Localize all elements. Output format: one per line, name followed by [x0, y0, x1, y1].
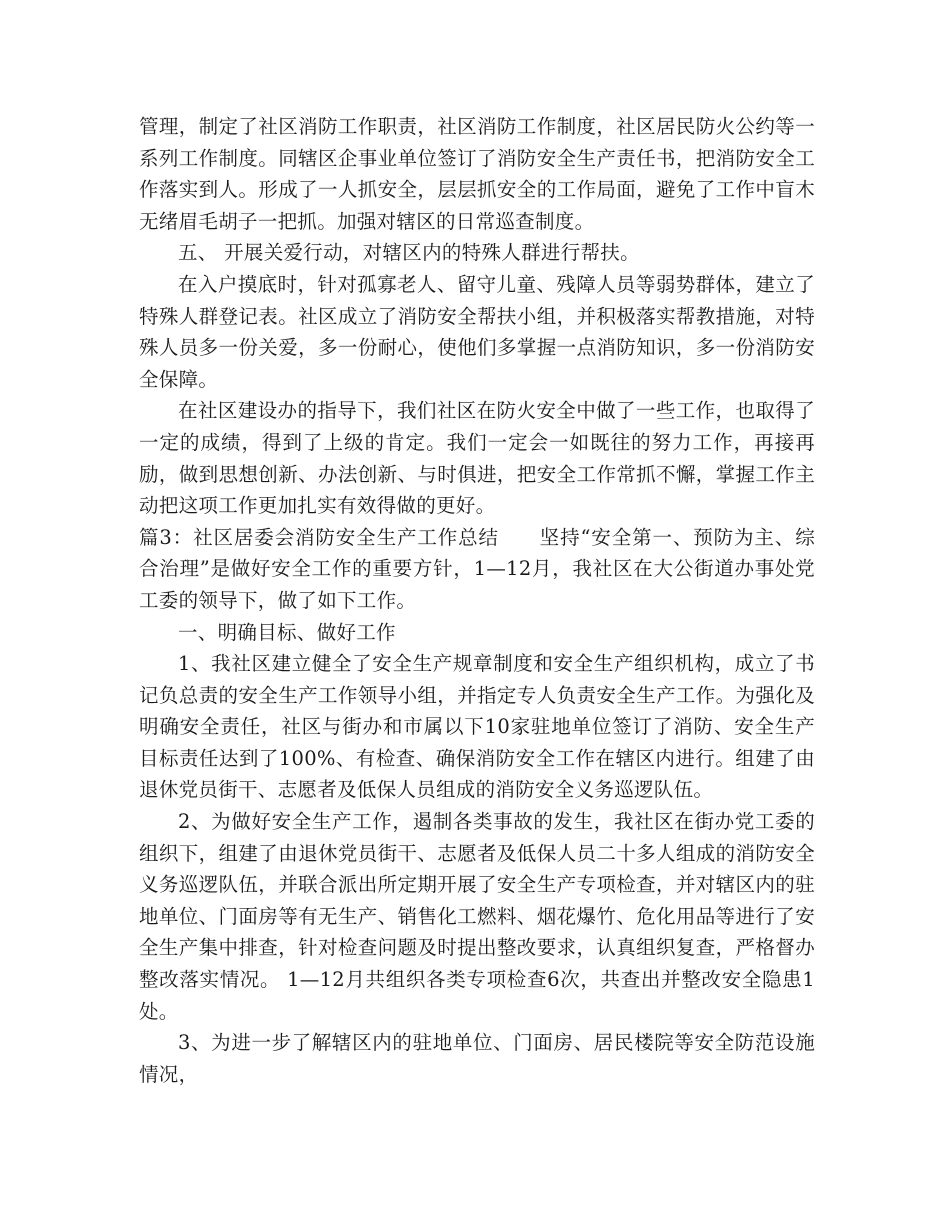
paragraph-2: 五、 开展关爱行动，对辖区内的特殊人群进行帮扶。 — [178, 241, 640, 265]
paragraph-1: 管理，制定了社区消防工作职责，社区消防工作制度，社区居民防火公约等一系列工作制度。同辖区企事业单位签订了消防安全生产责任书，把消防安全工作落实到人。形成了一人抓安全，层层抓安全的工作局面，避免了工作中盲木无绪眉毛胡子一把抓。加强对辖区的日常巡查制度。 — [139, 115, 815, 233]
paragraph-5-section-heading: 篇3：社区居委会消防安全生产工作总结 坚持“安全第一、预防为主、综合治理”是做好安全工作的重要方针，1—12月，我社区在大公街道办事处党工委的领导下，做了如下工作。 — [139, 525, 815, 612]
paragraph-4: 在社区建设办的指导下，我们社区在防火安全中做了一些工作，也取得了一定的成绩，得到了上级的肯定。我们一定会一如既往的努力工作，再接再励，做到思想创新、办法创新、与时俱进，把安全工作常抓不懈，掌握工作主动把这项工作更加扎实有效得做的更好。 — [139, 399, 815, 518]
paragraph-3: 在入户摸底时，针对孤寡老人、留守儿童、残障人员等弱势群体，建立了特殊人群登记表。社区成立了消防安全帮扶小组，并积极落实帮教措施，对特殊人员多一份关爱，多一份耐心，使他们多掌握一点消防知识，多一份消防安全保障。 — [139, 272, 815, 391]
document-body — [139, 111, 815, 1090]
paragraph-7: 1、我社区建立健全了安全生产规章制度和安全生产组织机构，成立了书记负总责的安全生产工作领导小组，并指定专人负责安全生产工作。为强化及明确安全责任，社区与街办和市属以下10家驻地单位签订了消防、安全生产目标责任达到了100%、有检查、确保消防安全工作在辖区内进行。组建了由退休党员街干、志愿者及低保人员组成的消防安全义务巡逻队伍。 — [139, 652, 815, 802]
paragraph-8: 2、为做好安全生产工作，遏制各类事故的发生，我社区在街办党工委的组织下，组建了由退休党员街干、志愿者及低保人员二十多人组成的消防安全义务巡逻队伍，并联合派出所定期开展了安全生产专项检查，并对辖区内的驻地单位、门面房等有无生产、销售化工燃料、烟花爆竹、危化用品等进行了安全生产集中排查，针对检查问题及时提出整改要求，认真组织复查，严格督办整改落实情况。 1—12月共组织各类专项检查6次，共查出并整改安全隐患1处。 — [139, 810, 815, 1023]
paragraph-9: 3、为进一步了解辖区内的驻地单位、门面房、居民楼院等安全防范设施情况， — [139, 1031, 815, 1086]
paragraph-6: 一、明确目标、做好工作 — [178, 620, 396, 644]
